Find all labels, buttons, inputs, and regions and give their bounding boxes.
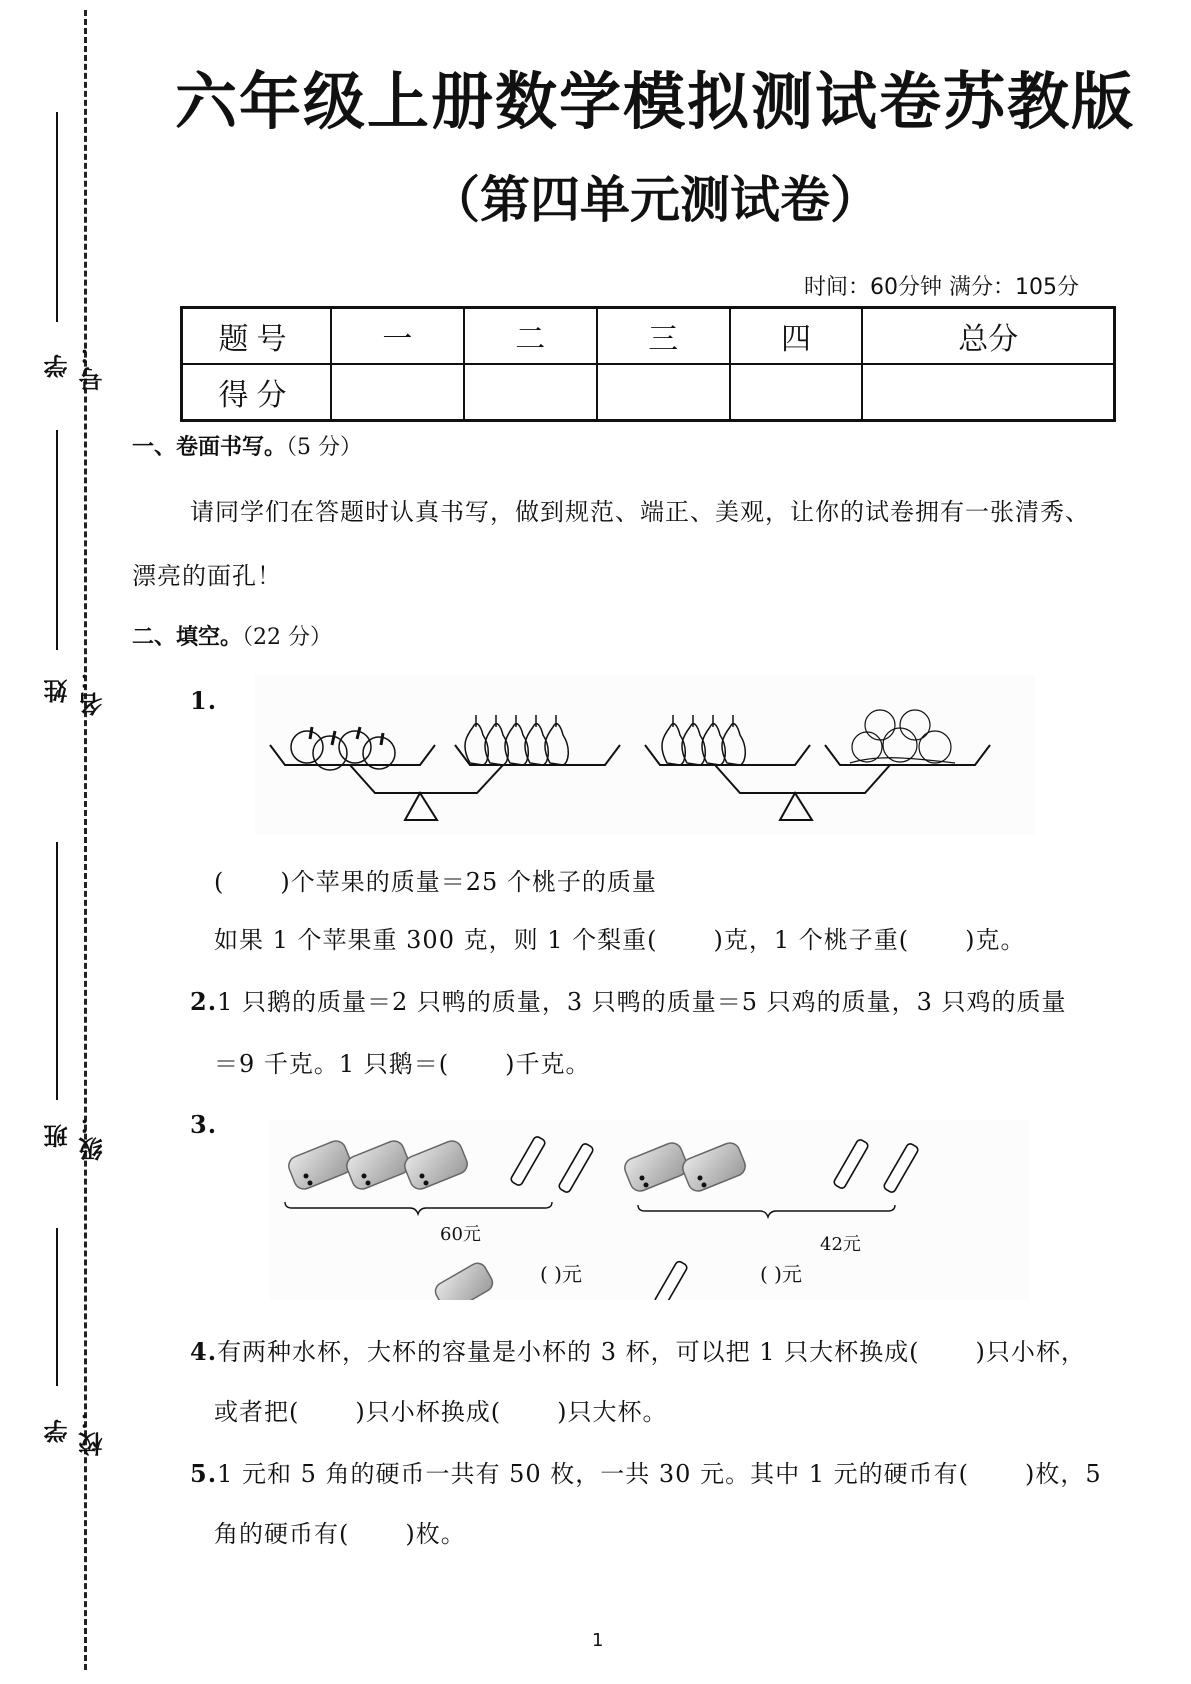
text: )只大杯。 — [557, 1398, 668, 1426]
name-label: 姓名： — [44, 664, 107, 716]
text: )枚，5 — [1024, 1460, 1102, 1488]
section-1-heading — [132, 430, 362, 461]
text: ( — [214, 868, 225, 896]
question-5-line2 — [214, 1514, 466, 1549]
class-fill-line — [56, 842, 58, 1100]
pen-price-answer[interactable]: ( )元 — [760, 1262, 802, 1286]
question-4-line2 — [214, 1392, 667, 1427]
text: 1 元和 5 角的硬币一共有 50 枚，一共 30 元。其中 1 元的硬币有( — [217, 1460, 969, 1488]
score-input-cell[interactable] — [331, 364, 464, 421]
text: )千克。 — [505, 1050, 591, 1078]
text: )克。 — [965, 926, 1026, 954]
table-cell: 二 — [464, 308, 597, 365]
table-cell: 题号 — [182, 308, 332, 365]
question-2-line1 — [190, 982, 1067, 1017]
page-number: 1 — [592, 1630, 604, 1651]
page-subtitle: （第四单元测试卷） — [430, 171, 880, 229]
section-2-points: （22 分） — [242, 625, 333, 650]
text: )只小杯， — [975, 1338, 1086, 1366]
question-5-number: 5. — [190, 1459, 218, 1488]
question-4-line1 — [190, 1332, 1086, 1367]
section-2-heading — [132, 620, 332, 651]
question-3-number: 3. — [190, 1110, 218, 1139]
text: )只小杯换成( — [355, 1398, 502, 1426]
text: )克，1 个桃子重( — [713, 926, 910, 954]
group-1-price-label: 60元 — [440, 1224, 481, 1245]
section-1-text-line2: 漂亮的面孔！ — [132, 562, 282, 590]
question-1-line2 — [214, 920, 1025, 955]
erasers-and-pens-illustration — [270, 1120, 1030, 1300]
text: 或者把( — [214, 1398, 300, 1426]
student-id-label: 学号： — [44, 339, 107, 391]
score-input-cell[interactable] — [464, 364, 597, 421]
school-label: 学校： — [44, 1404, 107, 1456]
stationery-prices-figure — [270, 1120, 1030, 1300]
group-2-price-label: 42元 — [820, 1234, 861, 1255]
exam-meta: 时间：60分钟 满分：105分 — [804, 275, 1079, 300]
score-table-header-row — [182, 308, 1115, 365]
question-2-number: 2. — [190, 987, 218, 1016]
question-5-line1 — [190, 1454, 1102, 1489]
question-1-number: 1. — [190, 686, 218, 715]
score-table-score-row — [182, 364, 1115, 421]
table-cell: 四 — [730, 308, 863, 365]
section-2-title: 二、填空。 — [132, 625, 243, 650]
table-cell: 得分 — [182, 364, 332, 421]
text: 角的硬币有( — [214, 1520, 350, 1548]
table-cell: 总分 — [862, 308, 1114, 365]
section-1-title: 一、卷面书写。 — [132, 435, 287, 460]
text: )个苹果的质量＝25 个桃子的质量 — [280, 868, 657, 896]
student-id-fill-line — [56, 112, 58, 322]
balance-scale-illustration — [255, 675, 1035, 835]
question-4-number: 4. — [190, 1337, 218, 1366]
question-2-line2 — [214, 1044, 591, 1079]
class-label: 班级： — [44, 1109, 107, 1161]
school-fill-line — [56, 1228, 58, 1386]
section-1-points: （5 分） — [286, 435, 363, 460]
text: 有两种水杯，大杯的容量是小杯的 3 杯，可以把 1 只大杯换成( — [217, 1338, 920, 1366]
text: 如果 1 个苹果重 300 克，则 1 个梨重( — [214, 926, 658, 954]
text: ＝9 千克。1 只鹅＝( — [214, 1050, 450, 1078]
eraser-price-answer[interactable]: ( )元 — [540, 1262, 582, 1286]
table-cell: 三 — [597, 308, 730, 365]
section-1-text-line1: 请同学们在答题时认真书写，做到规范、端正、美观，让你的试卷拥有一张清秀、 — [190, 498, 1090, 526]
text: 1 只鹅的质量＝2 只鸭的质量，3 只鸭的质量＝5 只鸡的质量，3 只鸡的质量 — [217, 988, 1067, 1016]
text: )枚。 — [405, 1520, 466, 1548]
score-input-cell[interactable] — [862, 364, 1114, 421]
score-table — [180, 306, 1116, 422]
score-input-cell[interactable] — [597, 364, 730, 421]
question-1-line1 — [214, 862, 657, 897]
page-title: 六年级上册数学模拟测试卷苏教版 — [174, 65, 1135, 138]
balance-scales-figure — [255, 675, 1035, 835]
score-input-cell[interactable] — [730, 364, 863, 421]
name-fill-line — [56, 430, 58, 650]
table-cell: 一 — [331, 308, 464, 365]
